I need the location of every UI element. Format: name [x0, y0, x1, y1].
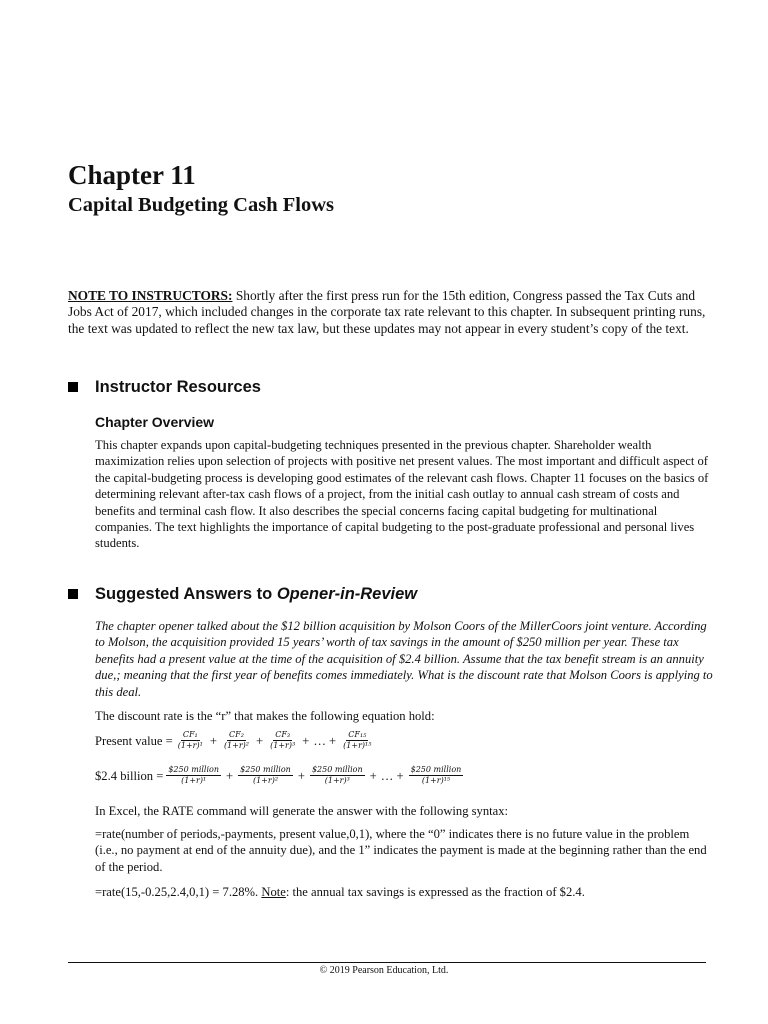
fraction-numerator: CF₃ — [275, 730, 291, 739]
plus-sign: + — [256, 733, 264, 748]
fraction-denominator: (1+r)³ — [270, 741, 296, 750]
fraction — [222, 730, 251, 751]
fraction-denominator: (1+r)¹ — [181, 776, 207, 785]
section-heading-instructor-resources — [68, 377, 261, 397]
heading-prefix: Suggested Answers to — [95, 585, 277, 603]
plus-sign: + — [369, 768, 377, 783]
footer-divider — [68, 962, 706, 963]
chapter-title: Chapter 11 — [68, 160, 196, 190]
fraction — [310, 765, 365, 786]
fraction-denominator: (1+r)³ — [324, 776, 350, 785]
rate-syntax-explanation: =rate(number of periods,-payments, present value,0,1), where the “0” indicates there is no future value in the problem (i.e., no payment at end of the annuity due), and the 1” indicates the payment is made at the beginning rather than the end of the period. — [95, 827, 707, 874]
fraction — [409, 765, 464, 786]
chapter-overview-text: This chapter expands upon capital-budgeting techniques presented in the previous chapter. Shareholder wealth maximization relies upon selection of projects with positive net present values. The most important and difficult aspect of the capital-budgeting process is developing good estimates of the relevant cash flows. Chapter 11 focuses on the basics of determining relevant after-tax cash flows of a project, from the initial cash outlay to annual cash stream of costs and benefits and terminal cash flow. It also describes the special concerns facing capital budgeting for multinational companies. The text highlights the importance of capital budgeting to the post-graduate professional and personal lives students. — [95, 438, 709, 551]
plus-sign: + — [226, 768, 234, 783]
fraction — [238, 765, 293, 786]
section-heading-label — [95, 584, 417, 604]
fraction-numerator: CF₁₅ — [348, 730, 367, 739]
fraction-denominator: (1+r)¹ — [177, 741, 203, 750]
rate-result-note: : the annual tax savings is expressed as the fraction of $2.4. — [285, 885, 585, 899]
fraction-numerator: $250 million — [311, 765, 363, 774]
ellipsis-plus: … + — [313, 733, 337, 748]
note-to-instructors — [68, 288, 708, 337]
fraction-denominator: (1+r)² — [223, 741, 250, 750]
ellipsis-plus: … + — [380, 768, 404, 783]
subheading-chapter-overview: Chapter Overview — [95, 414, 215, 430]
section-heading-opener-in-review — [68, 584, 417, 604]
rate-result — [95, 884, 715, 900]
copyright-footer: © 2019 Pearson Education, Ltd. — [319, 965, 449, 976]
fraction-numerator: $250 million — [168, 765, 220, 774]
plus-sign: + — [209, 733, 217, 748]
fraction-numerator: $250 million — [240, 765, 291, 774]
equation-lhs: Present value = — [95, 733, 173, 748]
fraction-numerator: CF₂ — [229, 730, 244, 739]
square-bullet-icon — [68, 589, 78, 599]
chapter-subtitle: Capital Budgeting Cash Flows — [68, 194, 334, 216]
rate-result-formula: =rate(15,-0.25,2.4,0,1) = 7.28%. — [95, 885, 262, 899]
equation-present-value — [95, 730, 376, 751]
equation-lhs: $2.4 billion = — [95, 768, 164, 783]
discount-rate-intro: The discount rate is the “r” that makes the following equation hold: — [95, 709, 435, 723]
fraction-denominator: (1+r)¹⁵ — [421, 776, 451, 785]
note-label: NOTE TO INSTRUCTORS: — [68, 288, 233, 303]
fraction-denominator: (1+r)¹⁵ — [343, 741, 372, 750]
opener-question: The chapter opener talked about the $12 billion acquisition by Molson Coors of the MillerCoors joint venture. According to Molson, the acquisition provided 15 years’ worth of tax savings in the amount of $250 million per year. These tax benefits had a present value at the time of the acquisition of $2.4 billion. Assume that the tax benefit stream is an annuity due,; meaning that the first year of benefits comes immediately. What is the discount rate that Molson Coors is applying to this deal. — [95, 619, 713, 699]
fraction — [176, 730, 205, 751]
section-heading-label: Instructor Resources — [95, 378, 261, 396]
fraction — [268, 730, 297, 751]
fraction — [341, 730, 373, 751]
fraction — [166, 765, 221, 786]
square-bullet-icon — [68, 382, 78, 392]
fraction-denominator: (1+r)² — [252, 776, 279, 785]
heading-italic: Opener-in-Review — [276, 585, 418, 603]
excel-rate-intro: In Excel, the RATE command will generate the answer with the following syntax: — [95, 804, 509, 818]
plus-sign: + — [302, 733, 310, 748]
note-word: Note — [261, 885, 286, 899]
note-text: Shortly after the first press run for the 15th edition, Congress passed the Tax Cuts and Jobs Act of 2017, which included changes in the corporate tax rate relevant to this chapter. In subsequent printing runs, the text was updated to reflect the new tax law, but these updates may not appear in every student’s copy of the text. — [68, 288, 706, 336]
equation-billion — [95, 765, 466, 786]
fraction-numerator: CF₁ — [182, 730, 198, 739]
fraction-numerator: $250 million — [410, 765, 462, 774]
plus-sign: + — [297, 768, 305, 783]
